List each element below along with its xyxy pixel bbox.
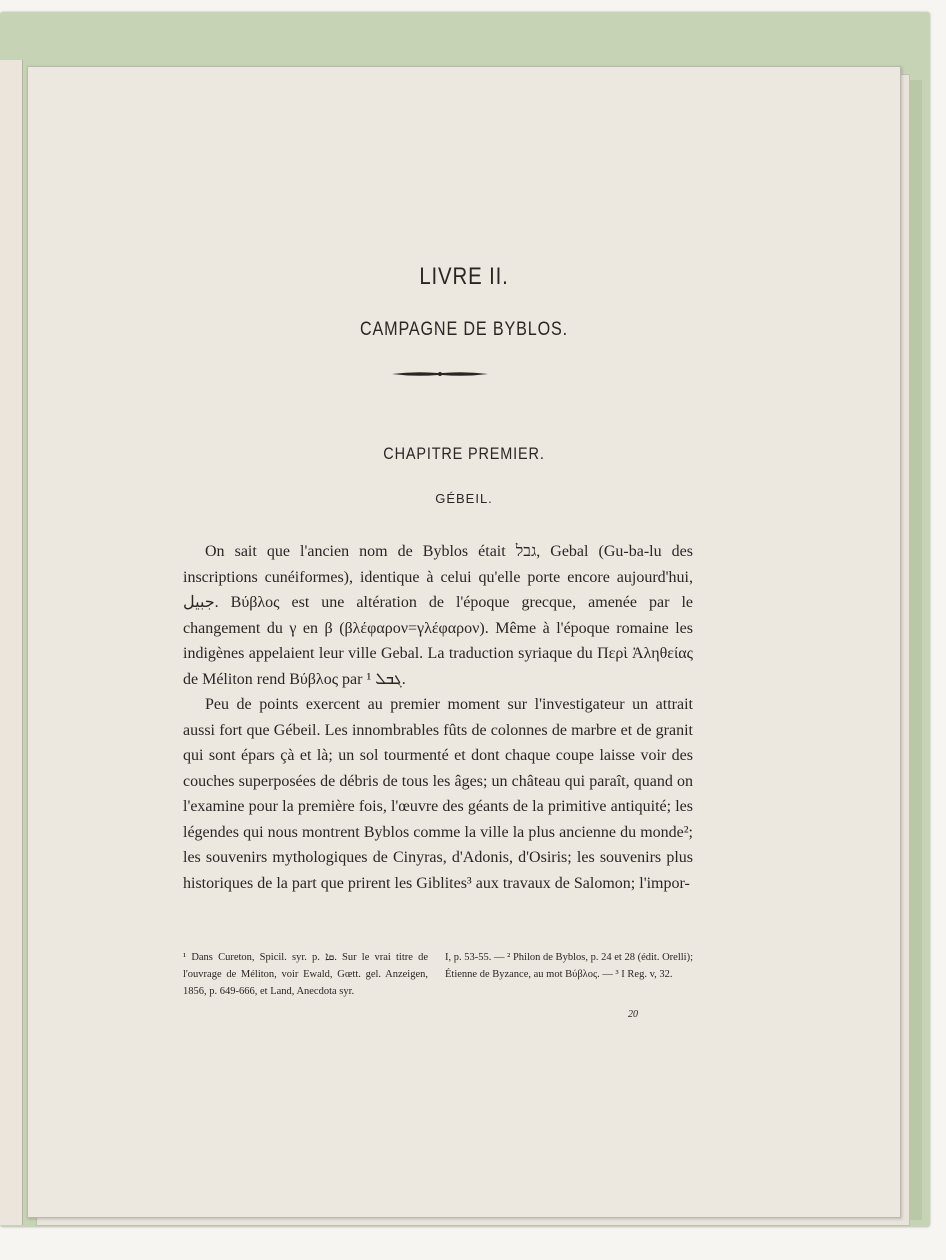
footnote-1-text: ¹ Dans Cureton, Spicil. syr. p. ܩܐ. Sur le vrai titre de l'ouvrage de Méliton, voir Ewald, Gœtt. gel. Anzeigen, 1856, p. 649-666, et Land, Anecdota syr. (183, 952, 429, 997)
ornament-divider (390, 367, 490, 381)
chapter-heading: CHAPITRE PREMIER. (383, 444, 545, 463)
paragraph-1: On sait que l'ancien nom de Byblos était גבל, Gebal (Gu-ba-lu des inscriptions cunéiformes), identique à celui qu'elle porte encore aujourd'hui, جبيل. Βύβλος est une altération de l'époque grecque, amenée par le changement du γ en β (βλέφαρον=γλέφαρον). Même à l'époque romaine les indigènes appelaient leur ville Gebal. La traduction syriaque du Περὶ Ἀληθείας de Méliton rend Βύβλος par ܓܒܠ ¹. (183, 543, 693, 688)
footnote-column-1 (183, 949, 428, 1000)
footnote-column-2 (445, 949, 693, 983)
paragraph-2: Peu de points exercent au premier moment sur l'investigateur un attrait aussi fort que Gébeil. Les innombrables fûts de colonnes de marbre et de granit qui sont épars çà et là; un sol tourmenté et dont chaque coupe laisse voir des couches superposées de débris de tous les âges; un château qui paraît, quand on l'examine pour la première fois, l'œuvre des géants de la primitive antiquité; les légendes qui nous montrent Byblos comme la ville la plus ancienne du monde²; les souvenirs mythologiques de Cinyras, d'Adonis, d'Osiris; les souvenirs plus historiques de la part que prirent les Giblites³ aux travaux de Salomon; l'impor- (183, 696, 693, 892)
left-page-edge (0, 60, 23, 1225)
footnote-2-text: I, p. 53-55. — ² Philon de Byblos, p. 24 et 28 (édit. Orelli); Étienne de Byzance, au mot Βύβλος. — ³ I Reg. v, 32. (445, 952, 693, 980)
body-text (183, 539, 693, 896)
book-page (27, 66, 901, 1218)
book-title: LIVRE II. (419, 263, 509, 290)
page-number: 20 (628, 1009, 638, 1020)
campaign-title: CAMPAGNE DE BYBLOS. (360, 319, 568, 340)
section-heading: GÉBEIL. (435, 491, 493, 506)
